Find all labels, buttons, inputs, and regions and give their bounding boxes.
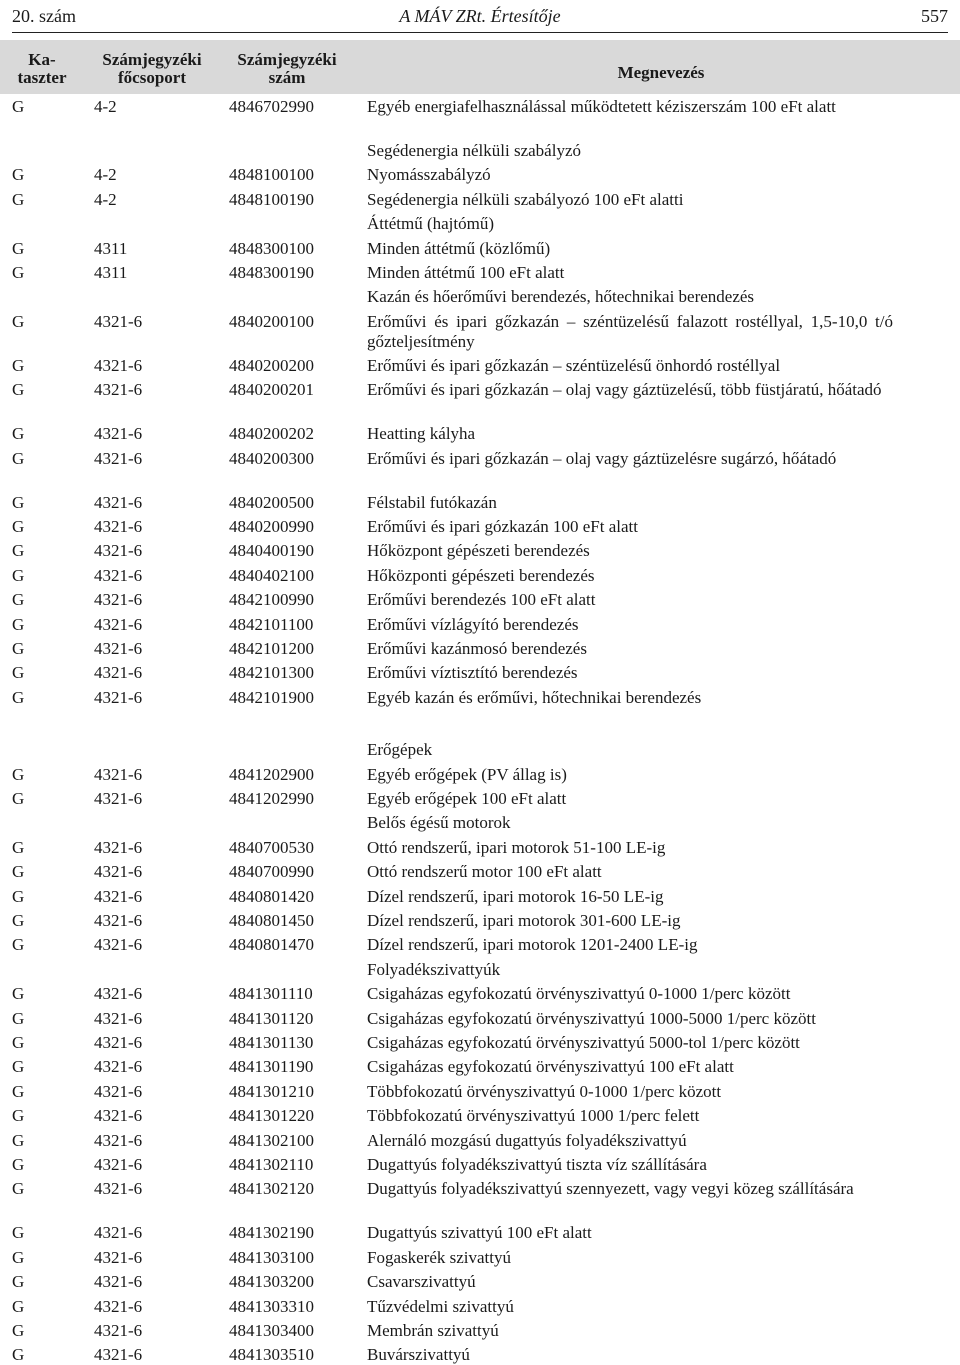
cell-szam: 4842101200 — [229, 639, 314, 658]
cell-szam: 4841302100 — [229, 1130, 314, 1150]
cell-kataszter: G — [12, 1033, 25, 1052]
cell-szam: 4841301130 — [229, 1033, 314, 1052]
cell-szam: 4840200100 — [229, 311, 314, 331]
cell-kataszter: G — [12, 789, 25, 808]
header-rule — [12, 32, 948, 33]
cell-kataszter: G — [12, 541, 25, 561]
cell-kataszter: G — [12, 380, 25, 400]
cell-kataszter: G — [12, 1321, 25, 1340]
cell-focsoport: 4321-6 — [94, 311, 143, 331]
cell-szam: 4840700530 — [229, 837, 314, 857]
cell-szam: 4848100100 — [229, 165, 314, 185]
cell-szam: 4840200200 — [229, 355, 314, 375]
column-header-focsoport: Számjegyzéki főcsoport — [102, 50, 202, 87]
cell-focsoport: 4321-6 — [94, 862, 143, 882]
cell-megnevezes: Dízel rendszerű, ipari motorok 1201-2400 LE-ig — [367, 935, 698, 955]
cell-kataszter: G — [12, 263, 25, 282]
cell-kataszter: G — [12, 1081, 25, 1101]
cell-megnevezes: Alernáló mozgású dugattyús folyadékszivattyú — [367, 1130, 687, 1150]
cell-megnevezes: Tűzvédelmi szivattyú — [367, 1296, 514, 1316]
cell-focsoport: 4321-6 — [94, 687, 143, 707]
cell-megnevezes: Minden áttétmű 100 eFt alatt — [367, 263, 565, 282]
cell-focsoport: 4321-6 — [94, 355, 143, 375]
column-header-szam: Számjegyzéki szám — [237, 50, 337, 87]
cell-kataszter: G — [12, 1008, 25, 1028]
cell-focsoport: 4321-6 — [94, 590, 143, 610]
cell-szam: 4840402100 — [229, 565, 314, 585]
cell-kataszter: G — [12, 517, 25, 536]
cell-kataszter: G — [12, 935, 25, 955]
cell-focsoport: 4321-6 — [94, 448, 143, 468]
cell-megnevezes: Segédenergia nélküli szabályozó 100 eFt alatti — [367, 189, 684, 209]
cell-szam: 4842101300 — [229, 663, 314, 683]
section-heading: Belős égésű motorok — [367, 813, 511, 833]
cell-megnevezes: Egyéb erőgépek 100 eFt alatt — [367, 789, 567, 808]
running-head — [12, 4, 948, 28]
cell-focsoport: 4311 — [94, 238, 128, 258]
cell-kataszter: G — [12, 837, 25, 857]
cell-focsoport: 4321-6 — [94, 837, 143, 857]
cell-kataszter: G — [12, 565, 25, 585]
cell-kataszter: G — [12, 492, 25, 512]
cell-megnevezes: Erőművi és ipari gőzkazán – széntüzelésű falazott rostéllyal, 1,5-10,0 t/ó gőzteljesítmény — [367, 311, 893, 351]
cell-szam: 4841302120 — [229, 1179, 314, 1199]
cell-focsoport: 4-2 — [94, 165, 117, 185]
cell-focsoport: 4321-6 — [94, 1345, 143, 1365]
cell-focsoport: 4321-6 — [94, 565, 143, 585]
cell-megnevezes: Erőművi kazánmosó berendezés — [367, 639, 587, 658]
cell-szam: 4841202900 — [229, 764, 314, 784]
cell-kataszter: G — [12, 911, 25, 930]
section-heading: Kazán és hőerőművi berendezés, hőtechnikai berendezés — [367, 287, 755, 307]
cell-focsoport: 4321-6 — [94, 1008, 143, 1028]
cell-megnevezes: Többfokozatú örvényszivattyú 0-1000 1/perc közott — [367, 1081, 722, 1101]
cell-kataszter: G — [12, 1179, 25, 1199]
cell-focsoport: 4321-6 — [94, 1223, 143, 1243]
cell-megnevezes: Dugattyús szivattyú 100 eFt alatt — [367, 1223, 592, 1243]
cell-szam: 4848100190 — [229, 189, 314, 209]
cell-megnevezes: Fogaskerék szivattyú — [367, 1247, 511, 1267]
cell-szam: 4841303400 — [229, 1321, 314, 1340]
cell-focsoport: 4321-6 — [94, 764, 143, 784]
cell-szam: 4840200201 — [229, 380, 314, 400]
cell-kataszter: G — [12, 1130, 25, 1150]
table-header — [0, 40, 960, 94]
cell-megnevezes: Erőművi és ipari gőzkazán – olaj vagy gáztüzelésű, több füstjáratú, hőátadó — [367, 380, 882, 400]
cell-megnevezes: Ottó rendszerű motor 100 eFt alatt — [367, 862, 602, 882]
cell-megnevezes: Dugattyús folyadékszivattyú tiszta víz szállítására — [367, 1155, 707, 1174]
cell-megnevezes: Dízel rendszerű, ipari motorok 16-50 LE-ig — [367, 886, 664, 906]
cell-szam: 4840200300 — [229, 448, 314, 468]
cell-kataszter: G — [12, 355, 25, 375]
cell-szam: 4840801470 — [229, 935, 314, 955]
section-heading: Segédenergia nélküli szabályzó — [367, 141, 581, 160]
cell-focsoport: 4321-6 — [94, 789, 143, 808]
cell-kataszter: G — [12, 1296, 25, 1316]
cell-szam: 4841303310 — [229, 1296, 314, 1316]
cell-megnevezes: Erőművi víztisztító berendezés — [367, 663, 578, 683]
cell-megnevezes: Erőművi berendezés 100 eFt alatt — [367, 590, 596, 610]
section-heading: Folyadékszivattyúk — [367, 959, 501, 979]
cell-focsoport: 4321-6 — [94, 1296, 143, 1316]
cell-focsoport: 4321-6 — [94, 1247, 143, 1267]
cell-focsoport: 4321-6 — [94, 1033, 143, 1052]
cell-focsoport: 4321-6 — [94, 424, 143, 444]
cell-szam: 4841202990 — [229, 789, 314, 808]
cell-kataszter: G — [12, 862, 25, 882]
cell-kataszter: G — [12, 1155, 25, 1174]
cell-megnevezes: Erőművi és ipari gőzkazán – olaj vagy gáztüzelésre sugárzó, hőátadó — [367, 448, 837, 468]
cell-megnevezes: Ottó rendszerű, ipari motorok 51-100 LE-ig — [367, 837, 666, 857]
cell-megnevezes: Egyéb energiafelhasználással működtetett kéziszerszám 100 eFt alatt — [367, 97, 836, 116]
column-header-kataszter: Ka- taszter — [17, 50, 67, 87]
cell-szam: 4841301110 — [229, 984, 313, 1004]
cell-focsoport: 4321-6 — [94, 1130, 143, 1150]
cell-kataszter: G — [12, 663, 25, 683]
cell-szam: 4841302110 — [229, 1155, 314, 1174]
cell-kataszter: G — [12, 165, 25, 185]
cell-kataszter: G — [12, 97, 25, 116]
cell-megnevezes: Dízel rendszerű, ipari motorok 301-600 LE-ig — [367, 911, 681, 930]
cell-megnevezes: Csigaházas egyfokozatú örvényszivattyú 100 eFt alatt — [367, 1057, 734, 1077]
cell-megnevezes: Csavarszivattyú — [367, 1272, 476, 1292]
cell-focsoport: 4321-6 — [94, 984, 143, 1004]
cell-szam: 4841301190 — [229, 1057, 314, 1077]
cell-szam: 4846702990 — [229, 97, 314, 116]
cell-megnevezes: Minden áttétmű (közlőmű) — [367, 238, 551, 258]
cell-focsoport: 4-2 — [94, 189, 117, 209]
cell-kataszter: G — [12, 590, 25, 610]
cell-focsoport: 4321-6 — [94, 614, 143, 634]
cell-kataszter: G — [12, 189, 25, 209]
cell-megnevezes: Buvárszivattyú — [367, 1345, 470, 1365]
cell-megnevezes: Félstabil futókazán — [367, 492, 497, 512]
cell-focsoport: 4321-6 — [94, 1155, 143, 1174]
publication-title: A MÁV ZRt. Értesítője — [399, 6, 561, 26]
section-heading: Áttétmű (hajtómű) — [367, 214, 495, 234]
cell-szam: 4840801420 — [229, 886, 314, 906]
cell-szam: 4840400190 — [229, 541, 314, 561]
cell-szam: 4848300190 — [229, 263, 314, 282]
cell-focsoport: 4321-6 — [94, 1081, 143, 1101]
cell-kataszter: G — [12, 238, 25, 258]
cell-megnevezes: Nyomásszabályzó — [367, 165, 491, 185]
cell-kataszter: G — [12, 984, 25, 1004]
cell-kataszter: G — [12, 1247, 25, 1267]
cell-szam: 4842100990 — [229, 590, 314, 610]
cell-szam: 4841301220 — [229, 1106, 314, 1126]
cell-kataszter: G — [12, 687, 25, 707]
cell-megnevezes: Egyéb kazán és erőművi, hőtechnikai berendezés — [367, 687, 702, 707]
cell-szam: 4841301210 — [229, 1081, 314, 1101]
cell-kataszter: G — [12, 311, 25, 331]
cell-megnevezes: Egyéb erőgépek (PV állag is) — [367, 764, 567, 784]
cell-kataszter: G — [12, 424, 25, 444]
cell-megnevezes: Csigaházas egyfokozatú örvényszivattyú 1000-5000 1/perc között — [367, 1008, 816, 1028]
cell-kataszter: G — [12, 1272, 25, 1292]
cell-focsoport: 4321-6 — [94, 492, 143, 512]
cell-kataszter: G — [12, 1223, 25, 1243]
cell-kataszter: G — [12, 886, 25, 906]
cell-focsoport: 4321-6 — [94, 663, 143, 683]
cell-focsoport: 4321-6 — [94, 935, 143, 955]
cell-focsoport: 4311 — [94, 263, 128, 282]
cell-megnevezes: Csigaházas egyfokozatú örvényszivattyú 5000-tol 1/perc között — [367, 1033, 800, 1052]
cell-szam: 4841302190 — [229, 1223, 314, 1243]
cell-szam: 4842101900 — [229, 687, 314, 707]
cell-megnevezes: Heatting kályha — [367, 424, 476, 444]
cell-szam: 4848300100 — [229, 238, 314, 258]
cell-focsoport: 4321-6 — [94, 541, 143, 561]
cell-focsoport: 4321-6 — [94, 1272, 143, 1292]
section-heading: Erőgépek — [367, 740, 433, 760]
cell-megnevezes: Erőművi vízlágyító berendezés — [367, 614, 579, 634]
cell-focsoport: 4321-6 — [94, 1179, 143, 1199]
cell-megnevezes: Erőművi és ipari gőzkazán – széntüzelésű önhordó rostéllyal — [367, 355, 781, 375]
cell-focsoport: 4321-6 — [94, 517, 143, 536]
cell-kataszter: G — [12, 1106, 25, 1126]
cell-szam: 4840801450 — [229, 911, 314, 930]
cell-szam: 4841303100 — [229, 1247, 314, 1267]
cell-focsoport: 4-2 — [94, 97, 117, 116]
page-number: 557 — [921, 6, 948, 26]
cell-focsoport: 4321-6 — [94, 886, 143, 906]
cell-megnevezes: Csigaházas egyfokozatú örvényszivattyú 0-1000 1/perc között — [367, 984, 791, 1004]
cell-focsoport: 4321-6 — [94, 1106, 143, 1126]
cell-szam: 4840200990 — [229, 517, 314, 536]
cell-megnevezes: Erőművi és ipari gózkazán 100 eFt alatt — [367, 517, 638, 536]
cell-szam: 4841303200 — [229, 1272, 314, 1292]
cell-szam: 4840200202 — [229, 424, 314, 444]
cell-szam: 4840700990 — [229, 862, 314, 882]
cell-kataszter: G — [12, 639, 25, 658]
cell-kataszter: G — [12, 1345, 25, 1365]
cell-megnevezes: Membrán szivattyú — [367, 1321, 499, 1340]
cell-megnevezes: Hőközpont gépészeti berendezés — [367, 541, 590, 561]
cell-szam: 4841303510 — [229, 1345, 314, 1365]
cell-focsoport: 4321-6 — [94, 1321, 143, 1340]
column-header-megnevezes: Megnevezés — [617, 63, 705, 82]
cell-kataszter: G — [12, 1057, 25, 1077]
cell-szam: 4842101100 — [229, 614, 314, 634]
cell-szam: 4841301120 — [229, 1008, 314, 1028]
cell-focsoport: 4321-6 — [94, 1057, 143, 1077]
cell-kataszter: G — [12, 614, 25, 634]
cell-focsoport: 4321-6 — [94, 911, 143, 930]
cell-focsoport: 4321-6 — [94, 380, 143, 400]
cell-megnevezes: Dugattyús folyadékszivattyú szennyezett, vagy vegyi közeg szállítására — [367, 1179, 854, 1199]
cell-megnevezes: Többfokozatú örvényszivattyú 1000 1/perc felett — [367, 1106, 700, 1126]
cell-kataszter: G — [12, 764, 25, 784]
cell-focsoport: 4321-6 — [94, 639, 143, 658]
cell-kataszter: G — [12, 448, 25, 468]
cell-szam: 4840200500 — [229, 492, 314, 512]
cell-megnevezes: Hőközponti gépészeti berendezés — [367, 565, 595, 585]
issue-number: 20. szám — [12, 6, 76, 26]
